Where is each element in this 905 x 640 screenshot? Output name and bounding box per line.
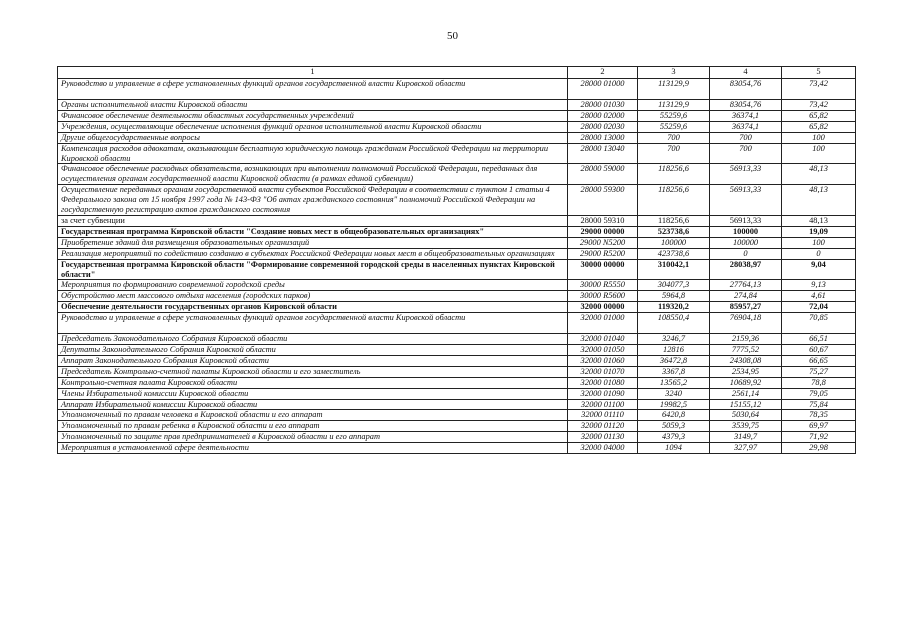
row-value-col3-cell: 12816 (638, 345, 710, 356)
row-value-col4-cell: 56913,33 (710, 185, 782, 216)
row-value-col4-cell: 15155,12 (710, 399, 782, 410)
row-code-cell: 30000 R5600 (568, 291, 638, 302)
row-name-cell: Руководство и управление в сфере установленных функций органов государственной власти Кировской области (58, 313, 568, 334)
row-value-col5-cell: 79,05 (782, 388, 856, 399)
row-value-col5-cell: 73,42 (782, 79, 856, 100)
table-row (58, 110, 856, 121)
row-name-cell: Обеспечение деятельности государственных органов Кировской области (58, 302, 568, 313)
table-row (58, 237, 856, 248)
column-header: 3 (638, 67, 710, 79)
row-value-col3-cell: 3246,7 (638, 334, 710, 345)
row-code-cell: 32000 01110 (568, 410, 638, 421)
table-row (58, 355, 856, 366)
row-name-cell: Уполномоченный по правам человека в Кировской области и его аппарат (58, 410, 568, 421)
table-row (58, 377, 856, 388)
row-code-cell: 32000 01130 (568, 432, 638, 443)
table-header-row (58, 67, 856, 79)
table-row (58, 132, 856, 143)
column-header: 4 (710, 67, 782, 79)
row-value-col3-cell: 5059,3 (638, 421, 710, 432)
row-value-col5-cell: 66,65 (782, 355, 856, 366)
column-header: 5 (782, 67, 856, 79)
row-value-col5-cell: 19,09 (782, 226, 856, 237)
row-value-col3-cell: 3240 (638, 388, 710, 399)
row-name-cell: Органы исполнительной власти Кировской области (58, 100, 568, 111)
row-value-col3-cell: 108550,4 (638, 313, 710, 334)
row-value-col4-cell: 83054,76 (710, 100, 782, 111)
row-value-col4-cell: 5030,64 (710, 410, 782, 421)
row-value-col5-cell: 100 (782, 132, 856, 143)
row-value-col5-cell: 100 (782, 237, 856, 248)
row-name-cell: Государственная программа Кировской области "Формирование современной городской среды в населенных пунктах Кировской области" (58, 259, 568, 280)
row-name-cell: Депутаты Законодательного Собрания Кировской области (58, 345, 568, 356)
row-code-cell: 28000 59000 (568, 164, 638, 185)
row-name-cell: Аппарат Избирательной комиссии Кировской области (58, 399, 568, 410)
row-value-col4-cell: 7775,52 (710, 345, 782, 356)
row-code-cell: 32000 01090 (568, 388, 638, 399)
row-value-col5-cell: 71,92 (782, 432, 856, 443)
table-row (58, 280, 856, 291)
row-code-cell: 30000 00000 (568, 259, 638, 280)
row-value-col5-cell: 100 (782, 143, 856, 164)
table-row (58, 302, 856, 313)
row-code-cell: 32000 01070 (568, 366, 638, 377)
row-name-cell: Контрольно-счетная палата Кировской области (58, 377, 568, 388)
row-value-col4-cell: 28038,97 (710, 259, 782, 280)
row-value-col4-cell: 3149,7 (710, 432, 782, 443)
table-row (58, 388, 856, 399)
row-value-col3-cell: 310042,1 (638, 259, 710, 280)
row-code-cell: 28000 01030 (568, 100, 638, 111)
row-name-cell: Мероприятия по формированию современной городской среды (58, 280, 568, 291)
row-value-col4-cell: 36374,1 (710, 110, 782, 121)
row-value-col5-cell: 9,04 (782, 259, 856, 280)
row-value-col4-cell: 24308,08 (710, 355, 782, 366)
row-code-cell: 28000 59310 (568, 215, 638, 226)
row-value-col4-cell: 10689,92 (710, 377, 782, 388)
row-value-col3-cell: 118256,6 (638, 215, 710, 226)
budget-table (57, 66, 856, 454)
row-value-col3-cell: 523738,6 (638, 226, 710, 237)
row-name-cell: Уполномоченный по правам ребенка в Кировской области и его аппарат (58, 421, 568, 432)
row-value-col4-cell: 100000 (710, 226, 782, 237)
row-name-cell: Руководство и управление в сфере установленных функций органов государственной власти Кировской области (58, 79, 568, 100)
row-name-cell: Компенсация расходов адвокатам, оказывающим бесплатную юридическую помощь гражданам Российской Федерации на территории Кировской области (58, 143, 568, 164)
row-value-col3-cell: 3367,8 (638, 366, 710, 377)
row-name-cell: за счет субвенции (58, 215, 568, 226)
row-name-cell: Реализация мероприятий по содействию созданию в субъектах Российской Федерации новых мест в общеобразовательных организациях (58, 248, 568, 259)
row-name-cell: Осуществление переданных органам государственной власти субъектов Российской Федерации в соответствии с пунктом 1 статьи 4 Федерального закона от 15 ноября 1997 года № 143-ФЗ "Об актах гражданского состояния" полномочий Российской Федерации на государственную регистрацию актов гражданского состояния (58, 185, 568, 216)
row-value-col3-cell: 700 (638, 143, 710, 164)
row-name-cell: Председатель Контрольно-счетной палаты Кировской области и его заместитель (58, 366, 568, 377)
row-name-cell: Мероприятия в установленной сфере деятельности (58, 443, 568, 454)
row-value-col4-cell: 27764,13 (710, 280, 782, 291)
row-value-col3-cell: 19982,5 (638, 399, 710, 410)
row-value-col3-cell: 119320,2 (638, 302, 710, 313)
table-row (58, 79, 856, 100)
row-code-cell: 32000 01060 (568, 355, 638, 366)
row-code-cell: 32000 01080 (568, 377, 638, 388)
row-value-col3-cell: 423738,6 (638, 248, 710, 259)
row-name-cell: Председатель Законодательного Собрания Кировской области (58, 334, 568, 345)
row-value-col5-cell: 29,98 (782, 443, 856, 454)
row-code-cell: 32000 01100 (568, 399, 638, 410)
row-name-cell: Обустройство мест массового отдыха населения (городских парков) (58, 291, 568, 302)
table-row (58, 121, 856, 132)
row-name-cell: Уполномоченный по защите прав предпринимателей в Кировской области и его аппарат (58, 432, 568, 443)
row-code-cell: 32000 00000 (568, 302, 638, 313)
table-row (58, 100, 856, 111)
row-value-col5-cell: 78,8 (782, 377, 856, 388)
row-value-col4-cell: 2534,95 (710, 366, 782, 377)
row-value-col5-cell: 75,84 (782, 399, 856, 410)
row-value-col4-cell: 76904,18 (710, 313, 782, 334)
row-value-col5-cell: 75,27 (782, 366, 856, 377)
row-code-cell: 28000 02000 (568, 110, 638, 121)
table-row (58, 259, 856, 280)
row-value-col4-cell: 83054,76 (710, 79, 782, 100)
row-code-cell: 28000 13040 (568, 143, 638, 164)
table-row (58, 421, 856, 432)
row-value-col5-cell: 48,13 (782, 215, 856, 226)
column-header: 2 (568, 67, 638, 79)
row-value-col4-cell: 56913,33 (710, 164, 782, 185)
row-code-cell: 29000 N5200 (568, 237, 638, 248)
row-code-cell: 28000 01000 (568, 79, 638, 100)
table-row (58, 366, 856, 377)
table-row (58, 345, 856, 356)
row-value-col5-cell: 48,13 (782, 185, 856, 216)
row-value-col3-cell: 1094 (638, 443, 710, 454)
row-name-cell: Приобретение зданий для размещения образовательных организаций (58, 237, 568, 248)
row-code-cell: 32000 01120 (568, 421, 638, 432)
row-value-col5-cell: 73,42 (782, 100, 856, 111)
row-value-col5-cell: 65,82 (782, 110, 856, 121)
row-value-col3-cell: 4379,3 (638, 432, 710, 443)
row-value-col3-cell: 304077,3 (638, 280, 710, 291)
table-row (58, 313, 856, 334)
row-value-col3-cell: 6420,8 (638, 410, 710, 421)
row-name-cell: Финансовое обеспечение деятельности областных государственных учреждений (58, 110, 568, 121)
row-value-col3-cell: 113129,9 (638, 100, 710, 111)
table-row (58, 248, 856, 259)
row-code-cell: 32000 01040 (568, 334, 638, 345)
row-value-col5-cell: 72,04 (782, 302, 856, 313)
row-value-col5-cell: 0 (782, 248, 856, 259)
row-value-col3-cell: 700 (638, 132, 710, 143)
table-row (58, 443, 856, 454)
row-value-col5-cell: 48,13 (782, 164, 856, 185)
row-code-cell: 28000 02030 (568, 121, 638, 132)
row-code-cell: 32000 01050 (568, 345, 638, 356)
row-value-col4-cell: 100000 (710, 237, 782, 248)
page-number: 50 (447, 30, 458, 42)
row-value-col3-cell: 118256,6 (638, 185, 710, 216)
row-value-col4-cell: 3539,75 (710, 421, 782, 432)
row-value-col4-cell: 56913,33 (710, 215, 782, 226)
row-name-cell: Финансовое обеспечение расходных обязательств, возникающих при выполнении полномочий Российской Федерации, переданных для осуществления органам государственной власти Кировской области (в рамках единой субвенции) (58, 164, 568, 185)
row-value-col5-cell: 78,35 (782, 410, 856, 421)
row-name-cell: Учреждения, осуществляющие обеспечение исполнения функций органов исполнительной власти Кировской области (58, 121, 568, 132)
row-value-col4-cell: 2561,14 (710, 388, 782, 399)
row-name-cell: Другие общегосударственные вопросы (58, 132, 568, 143)
row-value-col3-cell: 55259,6 (638, 110, 710, 121)
table-row (58, 399, 856, 410)
row-value-col4-cell: 0 (710, 248, 782, 259)
row-value-col3-cell: 13565,2 (638, 377, 710, 388)
row-value-col4-cell: 36374,1 (710, 121, 782, 132)
row-value-col3-cell: 113129,9 (638, 79, 710, 100)
row-value-col4-cell: 274,84 (710, 291, 782, 302)
row-value-col3-cell: 118256,6 (638, 164, 710, 185)
row-value-col4-cell: 327,97 (710, 443, 782, 454)
row-code-cell: 28000 13000 (568, 132, 638, 143)
column-header: 1 (58, 67, 568, 79)
row-code-cell: 28000 59300 (568, 185, 638, 216)
table-row (58, 432, 856, 443)
table-row (58, 164, 856, 185)
row-value-col3-cell: 5964,8 (638, 291, 710, 302)
row-value-col3-cell: 100000 (638, 237, 710, 248)
row-code-cell: 29000 R5200 (568, 248, 638, 259)
row-value-col3-cell: 55259,6 (638, 121, 710, 132)
row-code-cell: 32000 01000 (568, 313, 638, 334)
row-value-col5-cell: 70,85 (782, 313, 856, 334)
row-value-col5-cell: 9,13 (782, 280, 856, 291)
row-code-cell: 32000 04000 (568, 443, 638, 454)
row-value-col5-cell: 4,61 (782, 291, 856, 302)
table-row (58, 215, 856, 226)
row-value-col4-cell: 700 (710, 132, 782, 143)
table-row (58, 334, 856, 345)
row-value-col4-cell: 85957,27 (710, 302, 782, 313)
row-name-cell: Аппарат Законодательного Собрания Кировской области (58, 355, 568, 366)
row-code-cell: 30000 R5550 (568, 280, 638, 291)
table-body (58, 79, 856, 454)
table-row (58, 291, 856, 302)
row-value-col4-cell: 2159,36 (710, 334, 782, 345)
row-name-cell: Члены Избирательной комиссии Кировской области (58, 388, 568, 399)
table-row (58, 226, 856, 237)
table-row (58, 185, 856, 216)
table-row (58, 143, 856, 164)
row-value-col3-cell: 36472,8 (638, 355, 710, 366)
row-value-col4-cell: 700 (710, 143, 782, 164)
row-value-col5-cell: 69,97 (782, 421, 856, 432)
row-value-col5-cell: 66,51 (782, 334, 856, 345)
row-value-col5-cell: 60,67 (782, 345, 856, 356)
row-value-col5-cell: 65,82 (782, 121, 856, 132)
row-name-cell: Государственная программа Кировской области "Создание новых мест в общеобразовательных организациях" (58, 226, 568, 237)
table-row (58, 410, 856, 421)
row-code-cell: 29000 00000 (568, 226, 638, 237)
